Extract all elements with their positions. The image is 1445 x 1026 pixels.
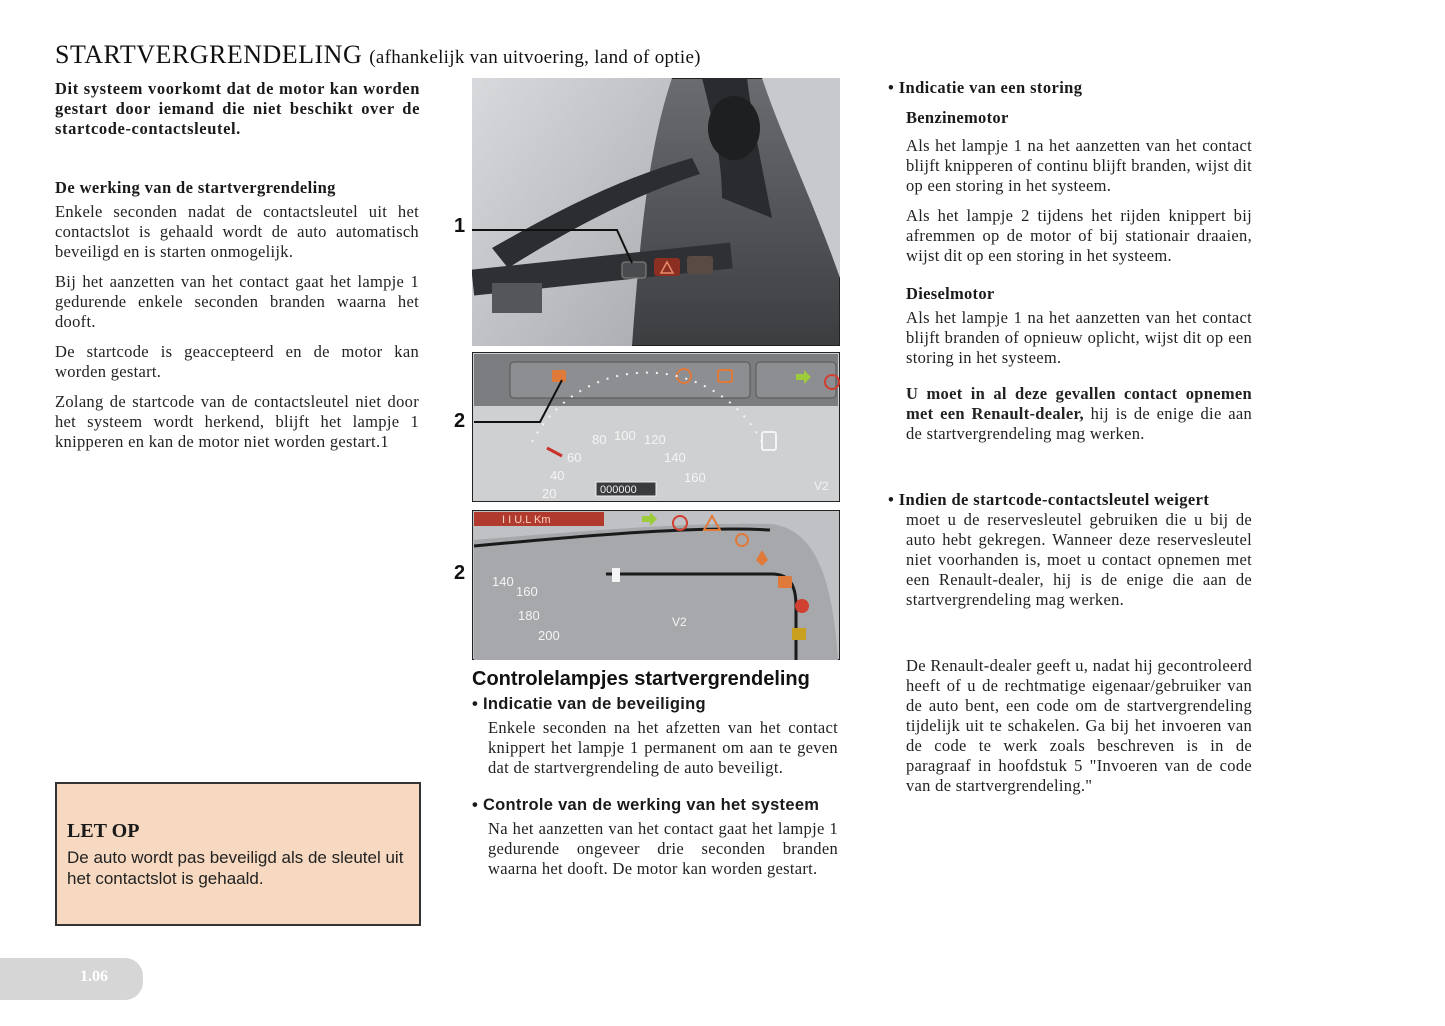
- gauge-v2-label: V2: [672, 615, 687, 629]
- figure-label-1: 1: [454, 215, 466, 237]
- gauge-tick: 60: [567, 450, 582, 465]
- fuel-icon: [612, 568, 620, 582]
- display-text: I I U.L Km: [502, 514, 551, 526]
- page-number: 1.06: [80, 968, 108, 985]
- warning-title: LET OP: [67, 820, 140, 842]
- col1-paragraph: Enkele seconden nadat de contactsleutel uit het contactslot is gehaald wordt de auto automatisch beveiligd en is starten onmogelijk.: [55, 202, 419, 261]
- intro-text: Dit systeem voorkomt dat de motor kan worden gestart door iemand die niet beschikt over de startcode-contactsleutel.: [55, 79, 420, 138]
- petrol-heading: Benzinemotor: [906, 108, 1009, 127]
- petrol-paragraph: Als het lampje 1 na het aanzetten van het contact blijft knipperen of continu blijft branden, wijst dit op een storing in het systeem.: [906, 136, 1252, 195]
- col1-paragraph: Bij het aanzetten van het contact gaat het lampje 1 gedurende enkele seconden branden waarna het dooft.: [55, 272, 419, 331]
- diesel-paragraph: Als het lampje 1 na het aanzetten van het contact blijft branden of opnieuw oplicht, wijst dit op een storing in het systeem.: [906, 308, 1252, 367]
- title-subtitle: (afhankelijk van uitvoering, land of optie): [369, 47, 701, 68]
- gauge-tick: 20: [542, 486, 557, 501]
- dealer-bold-text: U moet in al deze gevallen contact opnemen met een Renault-dealer,: [906, 384, 1252, 423]
- dealer-paragraph: [906, 384, 1252, 444]
- gauge-tick: 120: [644, 432, 666, 447]
- gauge-tick: 140: [664, 450, 686, 465]
- gauge-tick: 80: [592, 432, 607, 447]
- warning-box: [55, 782, 421, 926]
- gauge-tick: 140: [492, 574, 514, 589]
- col2-bullet-text: Na het aanzetten van het contact gaat het lampje 1 gedurende ongeveer drie seconden branden waarna het dooft. De motor kan worden gestart.: [488, 819, 838, 878]
- warning-text: De auto wordt pas beveiligd als de sleutel uit het contactslot is gehaald.: [67, 848, 404, 888]
- petrol-paragraph: Als het lampje 2 tijdens het rijden knippert bij afremmen op de motor of bij stationair draaien, wijst dit op een storing in het systeem.: [906, 206, 1252, 265]
- dealer-code-paragraph: De Renault-dealer geeft u, nadat hij gecontroleerd heeft of u de rechtmatige eigenaar/gebruiker van de auto bent, een code om de startvergrendeling tijdelijk uit te schakelen. Ga bij het invoeren van de code te werk zoals beschreven is in de paragraaf in hoofdstuk 5 "Invoeren van de code van de startvergrendeling.": [906, 656, 1252, 795]
- column-1: [55, 178, 419, 462]
- title-main: STARTVERGRENDELING: [55, 40, 363, 69]
- col1-heading: De werking van de startvergrendeling: [55, 178, 336, 197]
- col3-bullet-title: • Indien de startcode-contactsleutel weigert: [888, 490, 1210, 509]
- diesel-heading: Dieselmotor: [906, 284, 995, 303]
- page-title: [55, 40, 855, 70]
- col3-bullet-title: • Indicatie van een storing: [888, 78, 1083, 97]
- dealer-rest-text: hij is de enige die aan de startvergrendeling mag werken.: [906, 404, 1253, 443]
- gauge-v2-label: V2: [814, 479, 829, 493]
- airbag-icon: [792, 628, 806, 640]
- col1-paragraph: De startcode is geaccepteerd en de motor kan worden gestart.: [55, 342, 419, 381]
- gauge-tick: 180: [518, 608, 540, 623]
- gauge-tick: 40: [550, 468, 565, 483]
- figure-label-2b: 2: [454, 562, 466, 584]
- immobiliser-lamp-icon: [778, 576, 792, 588]
- cluster-photo-1: [472, 352, 840, 502]
- gauge-tick: 100: [614, 428, 636, 443]
- gear-knob-icon: [708, 96, 760, 160]
- col1-paragraph: Zolang de startcode van de contactsleutel niet door het systeem wordt herkend, blijft het lampje 1 knipperen en kan de motor niet worden gestart.1: [55, 392, 419, 451]
- cluster-photo-2: [472, 510, 840, 660]
- figure-label-2a: 2: [454, 410, 466, 432]
- col2-heading: Controlelampjes startvergrendeling: [472, 668, 810, 690]
- column-2: [472, 668, 838, 889]
- odometer: 000000: [600, 484, 637, 496]
- immobiliser-led-1: [622, 262, 646, 278]
- column-3: [888, 78, 1252, 806]
- immobiliser-lamp-icon: [552, 370, 566, 382]
- gauge-tick: 160: [684, 470, 706, 485]
- console-photo: [472, 78, 840, 346]
- seatbelt-icon: [795, 599, 809, 613]
- gauge-tick: 160: [516, 584, 538, 599]
- page-number-tab: [0, 958, 143, 1000]
- col2-bullet-title: • Indicatie van de beveiliging: [472, 695, 706, 713]
- gauge-tick: 200: [538, 628, 560, 643]
- spare-key-paragraph: moet u de reservesleutel gebruiken die u bij de auto hebt gekregen. Wanneer deze reservesleutel niet voorhanden is, moet u contact opnemen met een Renault-dealer, hij is de enige die aan de startvergrendeling mag werken.: [906, 510, 1252, 609]
- col2-bullet-text: Enkele seconden na het afzetten van het contact knippert het lampje 1 permanent om aan te geven dat de startvergrendeling de auto beveiligt.: [488, 718, 838, 777]
- col2-bullet-title: • Controle van de werking van het systeem: [472, 796, 820, 814]
